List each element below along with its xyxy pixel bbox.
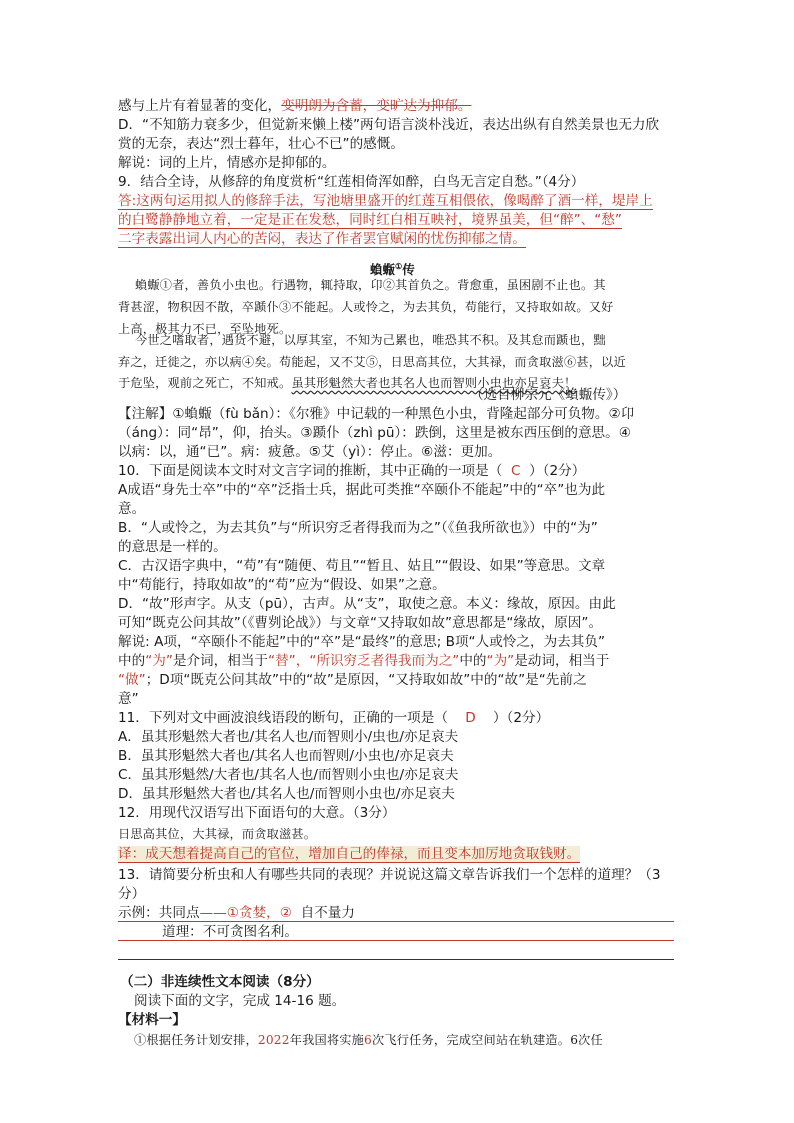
option-10d-line1: D．“故”形声字。从支（pū），古声。从“支”，取使之意。本义：缘故，原因。由此: [118, 596, 616, 612]
option-10b-line2: 的意思是一样的。: [118, 539, 227, 555]
answer-13-line2: 道理：不可贪图名利。: [162, 924, 298, 940]
wavy-underlined-sentence: 虽其形魁然大者也其名人也而智则小虫也亦足哀夫！: [291, 376, 577, 390]
explanation-q8: 解说：词的上片，情感亦是抑郁的。: [118, 155, 336, 171]
option-10b-line1: B．“人或怜之，为去其负”与“所识穷乏者得我而为之”（《鱼我所欲也》）中的“为”: [118, 520, 598, 536]
passage-line-6: 于危坠，观前之死亡，不知戒。虽其形魁然大者也其名人也而智则小虫也亦足哀夫！: [118, 376, 577, 390]
option-10c-line1: C．古汉语字典中，“苟”有“随便、苟且”“暂且、姑且”“假设、如果”等意思。文章: [118, 558, 606, 574]
answer-13-line1: 示例：共同点——①贪婪，② 自不量力: [118, 905, 355, 921]
question-12-stem: 12．用现代汉语写出下面语句的大意。（3分）: [118, 805, 396, 821]
option-c-tail: 感与上片有着显著的变化，变明朗为含蓄，变旷达为抑郁。: [118, 98, 472, 114]
explanation-10-line3: “做”；D项“既克公问其故”中的“故”是原因，“又持取如故”中的“故”是“先前之: [118, 672, 587, 688]
option-10a-line1: A成语“身先士卒”中的“卒”泛指士兵，据此可类推“卒颐仆不能起”中的“卒”也为此: [118, 482, 606, 498]
struck-text: 变明朗为含蓄，变旷达为抑郁。: [281, 98, 472, 114]
question-11-stem: 11．下列对文中画波浪线语段的断句，正确的一项是（ D ）（2分）: [118, 710, 550, 726]
passage-line-1: 蝜蝂①者，善负小虫也。行遇物，辄持取，卬②其首负之。背愈重，虽困剧不止也。其: [135, 278, 606, 292]
question-13-stem-line1: 13．请简要分析虫和人有哪些共同的表现？并说说这篇文章告诉我们一个怎样的道理？（3: [118, 867, 661, 883]
passage-line-5: 弃之，迁徙之，亦以病④矣。苟能起，又不艾⑤，日思高其位，大其禄，而贪取滋⑥甚，以近: [118, 355, 626, 369]
option-11d: D．虽其形魁然大者也/其名人也/而智则小虫也/亦足哀夫: [118, 786, 455, 802]
answer-9-line2: 的白鹭静静地立着，一定是正在发愁，同时红白相互映衬，境界虽美，但“醉”、“愁”: [118, 212, 622, 228]
option-10a-line2: 意。: [118, 501, 146, 517]
divider-line: [118, 959, 674, 960]
question-13-stem-line2: 分）: [118, 886, 146, 902]
question-10-stem: 10．下面是阅读本文时对文言字词的推断，其中正确的一项是（ C ）（2分）: [118, 463, 586, 479]
passage-line-3: 上高，极其力不已，至坠地死。: [118, 322, 292, 336]
notes-line-1: 【注解】①蝜蝂（fù bǎn）：《尔雅》中记载的一种黑色小虫，背隆起部分可负物。②卬: [118, 406, 635, 422]
material-1-label: 【材料一】: [118, 1012, 186, 1028]
explanation-10-line2: 中的“为”是介词，相当于“替”，“所识穷乏者得我而为之”中的“为”是动词，相当于: [118, 653, 610, 669]
question-9: 9．结合全诗，从修辞的角度赏析“红莲相倚浑如醉，白鸟无言定自愁。”（4分）: [118, 174, 585, 190]
notes-line-2: （áng）：同“昂”，仰，抬头。③踬仆（zhì pū）：跌倒，这里是被东西压倒的意思。④: [118, 425, 631, 441]
section-2-instruction: 阅读下面的文字，完成 14-16 题。: [134, 993, 346, 1009]
passage-title: 蝜蝂①传: [370, 261, 415, 278]
explanation-10-line1: 解说: A项，“卒颐仆不能起”中的“卒”是“最终”的意思; B项“人或怜之，为去其负”: [118, 634, 605, 650]
passage-line-2: 背甚涩，物积因不散，卒踬仆③不能起。人或怜之，为去其负，苟能行，又持取如故。又好: [118, 300, 614, 314]
passage-line-4: 今世之嗜取者，遇货不避，以厚其室，不知为己累也，唯恐其不积。及其怠而踬也，黜: [135, 333, 606, 347]
answer-12: 译：成天想着提高自己的官位，增加自己的俸禄，而且变本加厉地贪取钱财。: [118, 846, 581, 862]
option-11a: A．虽其形魁然大者也/其名人也/而智则小/虫也/亦足哀夫: [118, 729, 459, 745]
answer-10: C: [510, 463, 521, 479]
notes-line-3: 以病：以，通“已”。病：疲惫。⑤艾（yì）：停止。⑥滋：更加。: [118, 444, 502, 460]
answer-11: D: [465, 710, 476, 726]
option-d-line2: 赏的无奈，表达“烈士暮年，壮心不已”的感慨。: [118, 136, 404, 152]
passage-source: （选自柳宗元《蝜蝂传》）: [470, 387, 627, 403]
option-11c: C．虽其形魁然/大者也/其名人也/而智则小虫也/亦足哀夫: [118, 767, 459, 783]
option-d-line1: D．“不知筋力衰多少，但觉新来懒上楼”两句语言淡朴浅近，表达出纵有自然美景也无力欣: [118, 117, 660, 133]
option-10c-line2: 中“苟能行，持取如故”的“苟”应为“假设、如果”之意。: [118, 577, 446, 593]
material-1-line1: ①根据任务计划安排，2022年我国将实施6次飞行任务，完成空间站在轨建造。6次任: [134, 1033, 603, 1047]
answer-9-line1: 答:这两句运用拟人的修辞手法，写池塘里盛开的红莲互相偎依，像喝醉了酒一样，堤岸上: [118, 193, 653, 209]
option-11b: B．虽其形魁然大者也/其名人也而智则/小虫也/亦足哀夫: [118, 748, 454, 764]
explanation-10-line4: 意”: [118, 691, 139, 707]
question-12-quote: 日思高其位，大其禄，而贪取滋甚。: [118, 827, 317, 841]
answer-line: [118, 940, 674, 941]
option-10d-line2: 可知“既克公问其故”（《曹刿论战》）与文章“又持取如故”意思都是“缘故，原因”。: [118, 615, 603, 631]
answer-9-line3: 二字表露出词人内心的苦闷，表达了作者罢官赋闲的忧伤抑郁之情。: [118, 231, 526, 247]
section-2-heading: （二）非连续性文本阅读（8分）: [120, 974, 320, 990]
